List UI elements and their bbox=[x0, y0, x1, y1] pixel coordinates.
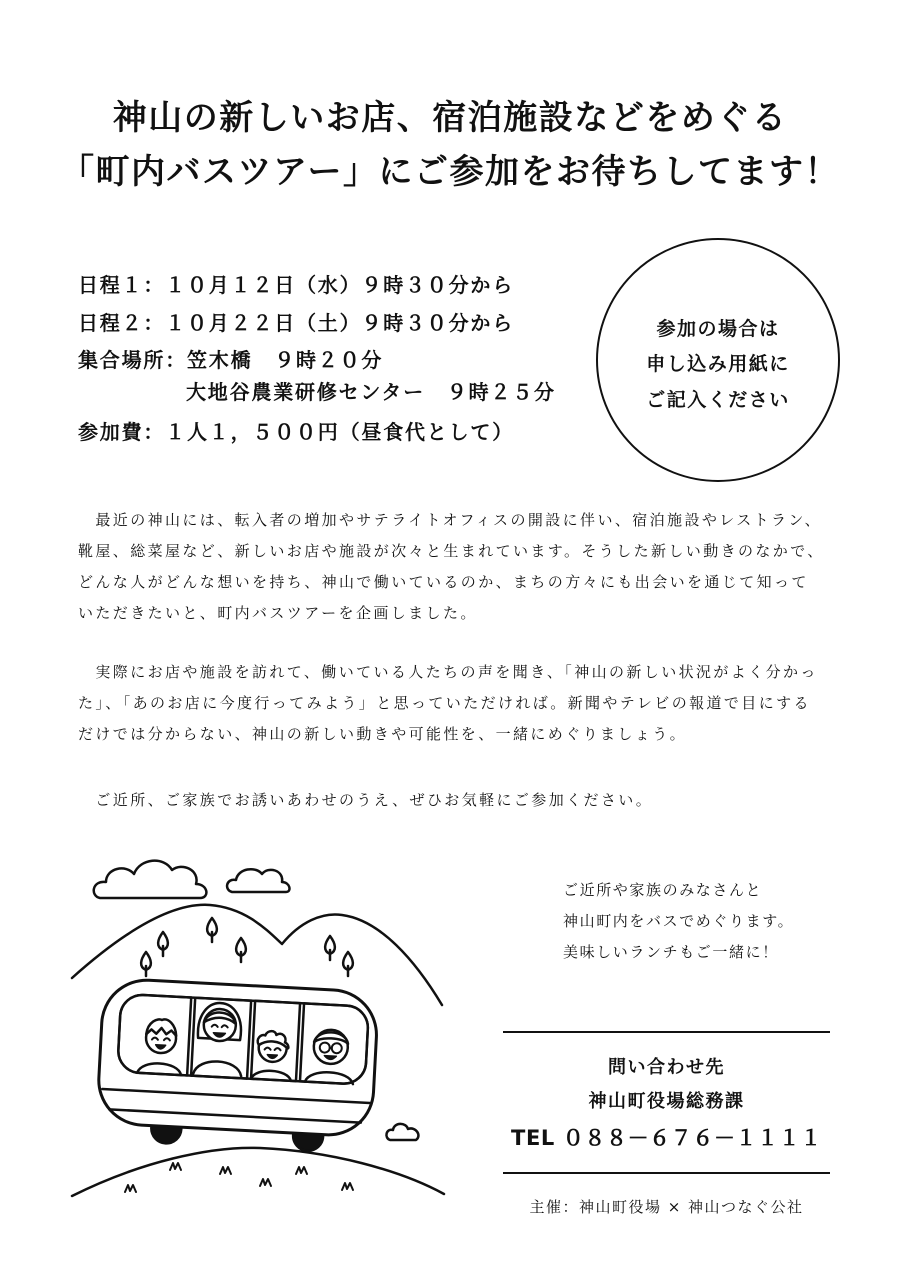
schedule-date-1: 日程１：１０月１２日（水）９時３０分から bbox=[78, 273, 514, 297]
circle-note-line: 参加の場合は bbox=[656, 318, 780, 340]
circle-note-line: 申し込み用紙に bbox=[646, 353, 790, 375]
tree-icon bbox=[343, 952, 353, 976]
contact-bottom-divider bbox=[503, 1172, 830, 1174]
bus-tour-illustration bbox=[60, 840, 460, 1220]
title-line-2: 「町内バスツアー」にご参加をお待ちしてます！ bbox=[60, 152, 840, 192]
title-line-1: 神山の新しいお店、宿泊施設などをめぐる bbox=[112, 98, 788, 138]
paragraph-line: どんな人がどんな想いを持ち、神山で働いているのか、まちの方々にも出会いを通じて知って bbox=[78, 573, 809, 591]
meeting-point-2: 大地谷農業研修センター ９時２５分 bbox=[186, 380, 556, 404]
paragraph-line: いただきたいと、町内バスツアーを企画しました。 bbox=[78, 604, 478, 622]
paragraph-line: ご近所、ご家族でお誘いあわせのうえ、ぜひお気軽にご参加ください。 bbox=[78, 791, 654, 809]
paragraph-line: 靴屋、総菜屋など、新しいお店や施設が次々と生まれています。そうした新しい動きのなかで、 bbox=[78, 542, 825, 560]
body-paragraph-3 bbox=[78, 785, 653, 816]
contact-department: 神山町役場総務課 bbox=[588, 1091, 745, 1112]
tree-icon bbox=[158, 932, 168, 956]
grass-tuft bbox=[125, 1185, 136, 1192]
grass-tuft bbox=[220, 1167, 231, 1174]
contact-top-divider bbox=[503, 1031, 830, 1033]
side-note-line: 美味しいランチもご一緒に！ bbox=[563, 943, 779, 961]
paragraph-line: 実際にお店や施設を訪れて、働いている人たちの声を聞き、「神山の新しい状況がよく分かっ bbox=[78, 663, 818, 681]
ground-hill bbox=[72, 1148, 444, 1196]
grass-tuft bbox=[170, 1163, 181, 1170]
participation-fee: 参加費：１人１，５００円（昼食代として） bbox=[78, 420, 514, 444]
tree-icon bbox=[207, 918, 217, 942]
cloud-icon bbox=[227, 869, 289, 892]
tree-icon bbox=[141, 952, 151, 976]
illustration-canvas bbox=[60, 840, 460, 1220]
tree-icon bbox=[236, 938, 246, 962]
circle-note-line: ご記入ください bbox=[646, 389, 790, 411]
cloud-icon bbox=[94, 861, 207, 898]
paragraph-line: 最近の神山には、転入者の増加やサテライトオフィスの開設に伴い、宿泊施設やレストラン、 bbox=[78, 511, 823, 529]
exhaust-puff-icon bbox=[386, 1124, 418, 1140]
meeting-point-1: 集合場所：笠木橋 ９時２０分 bbox=[78, 348, 384, 372]
body-paragraph-2 bbox=[78, 657, 818, 750]
application-note-circle bbox=[596, 238, 840, 482]
schedule-date-2: 日程２：１０月２２日（土）９時３０分から bbox=[78, 311, 514, 335]
side-note-line: ご近所や家族のみなさんと bbox=[563, 881, 763, 899]
contact-phone: TEL ０８８－６７６－１１１１ bbox=[511, 1126, 822, 1150]
paragraph-line: た」、「あのお店に今度行ってみよう」と思っていただければ。新聞やテレビの報道で目にする bbox=[78, 694, 811, 712]
tree-icon bbox=[325, 936, 335, 960]
contact-heading: 問い合わせ先 bbox=[608, 1057, 725, 1078]
grass-tuft bbox=[260, 1179, 271, 1186]
side-note bbox=[563, 875, 794, 968]
bus bbox=[96, 978, 379, 1154]
side-note-line: 神山町内をバスでめぐります。 bbox=[563, 912, 795, 930]
organizer-credit: 主催：神山町役場 × 神山つなぐ公社 bbox=[529, 1198, 804, 1216]
paragraph-line: だけでは分からない、神山の新しい動きや可能性を、一緒にめぐりましょう。 bbox=[78, 725, 688, 743]
body-paragraph-1 bbox=[78, 505, 825, 629]
grass-tuft bbox=[296, 1167, 307, 1174]
grass-tuft bbox=[342, 1183, 353, 1190]
